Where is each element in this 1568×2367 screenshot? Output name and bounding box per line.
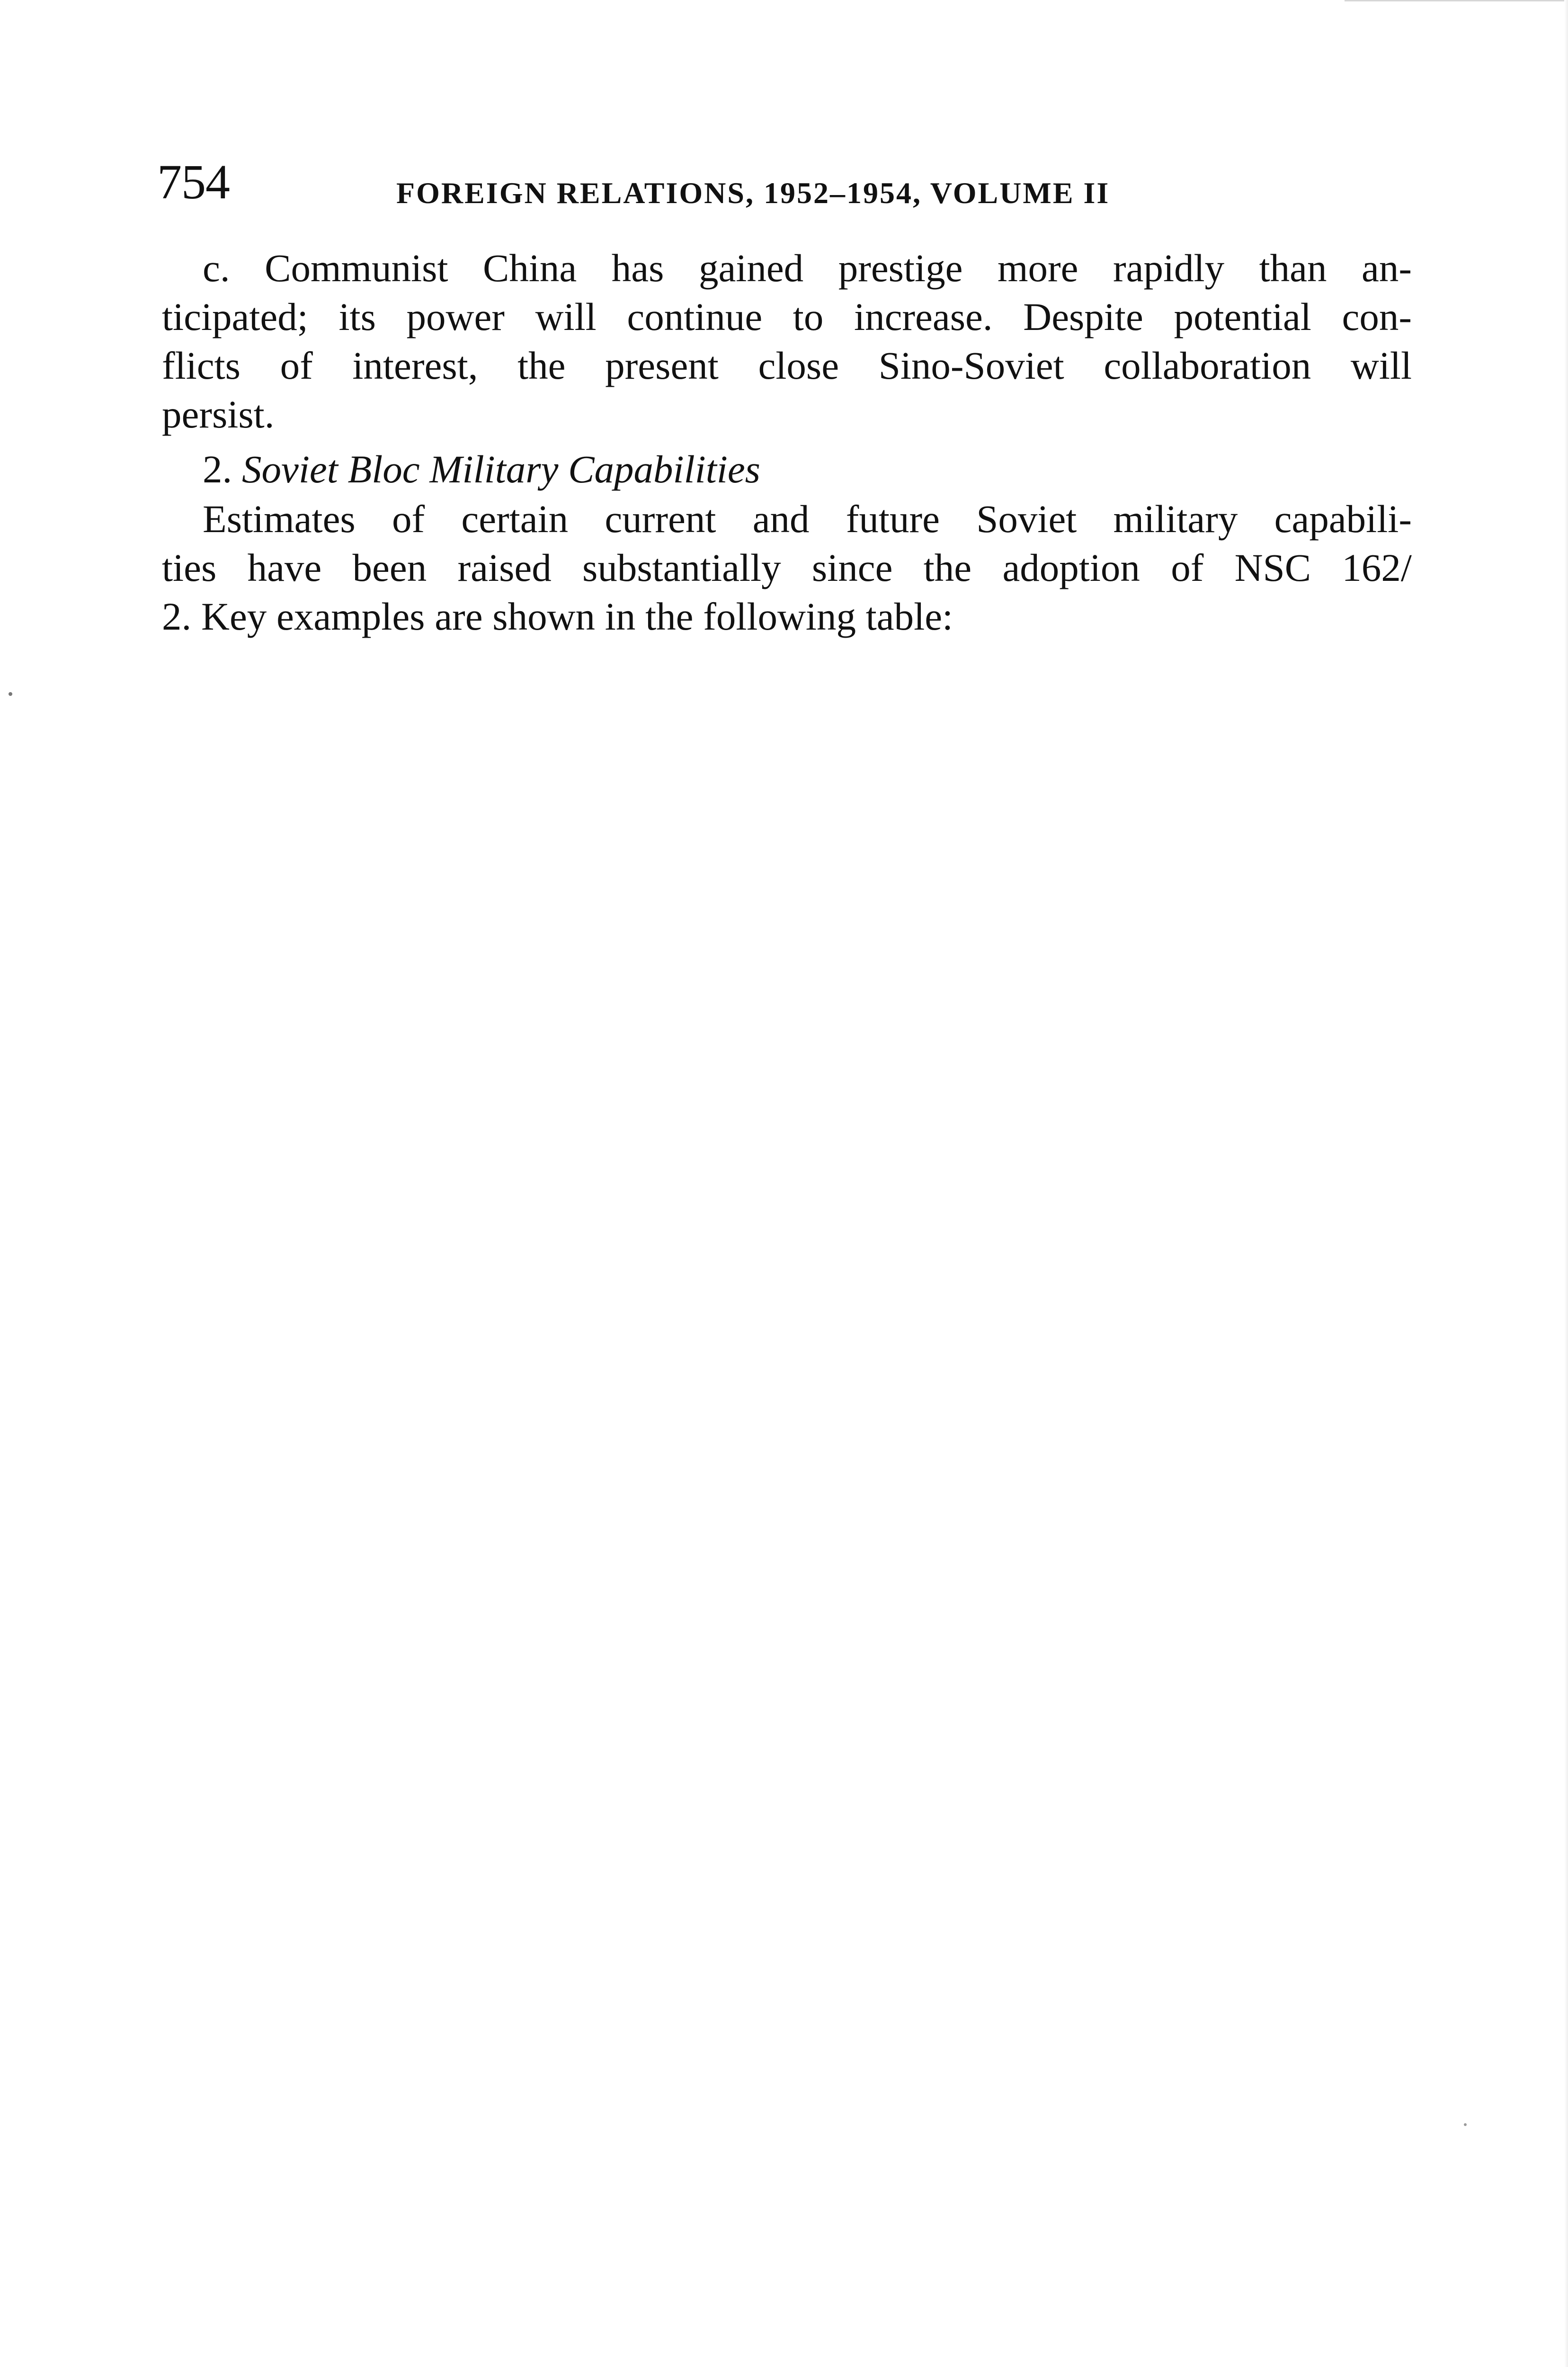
running-head: FOREIGN RELATIONS, 1952–1954, VOLUME II (396, 176, 1110, 210)
scan-top-edge (1345, 0, 1568, 1)
section-number: 2. (203, 447, 242, 491)
paragraph-c-line-4: persist. (162, 392, 275, 436)
paragraph-estimates-line-1: Estimates of certain current and future Soviet military capabili- (203, 497, 1412, 541)
paragraph-c-line-1: c. Communist China has gained prestige more rapidly than an- (203, 246, 1412, 290)
scan-speck (1464, 2123, 1467, 2126)
paragraph-estimates-line-3: 2. Key examples are shown in the following table: (162, 595, 953, 638)
section-title: Soviet Bloc Military Capabilities (242, 447, 760, 491)
section-heading (203, 445, 760, 494)
scan-right-edge (1564, 0, 1568, 2367)
scan-speck (9, 692, 12, 696)
paragraph-c-line-3: flicts of interest, the present close Sino-Soviet collaboration will (162, 344, 1412, 387)
paragraph-estimates (162, 495, 1412, 641)
paragraph-c (162, 244, 1412, 439)
page-header (157, 156, 1412, 218)
paragraph-estimates-line-2: ties have been raised substantially since the adoption of NSC 162/ (162, 546, 1412, 589)
page-number: 754 (157, 155, 230, 209)
paragraph-c-line-2: ticipated; its power will continue to increase. Despite potential con- (162, 295, 1412, 338)
